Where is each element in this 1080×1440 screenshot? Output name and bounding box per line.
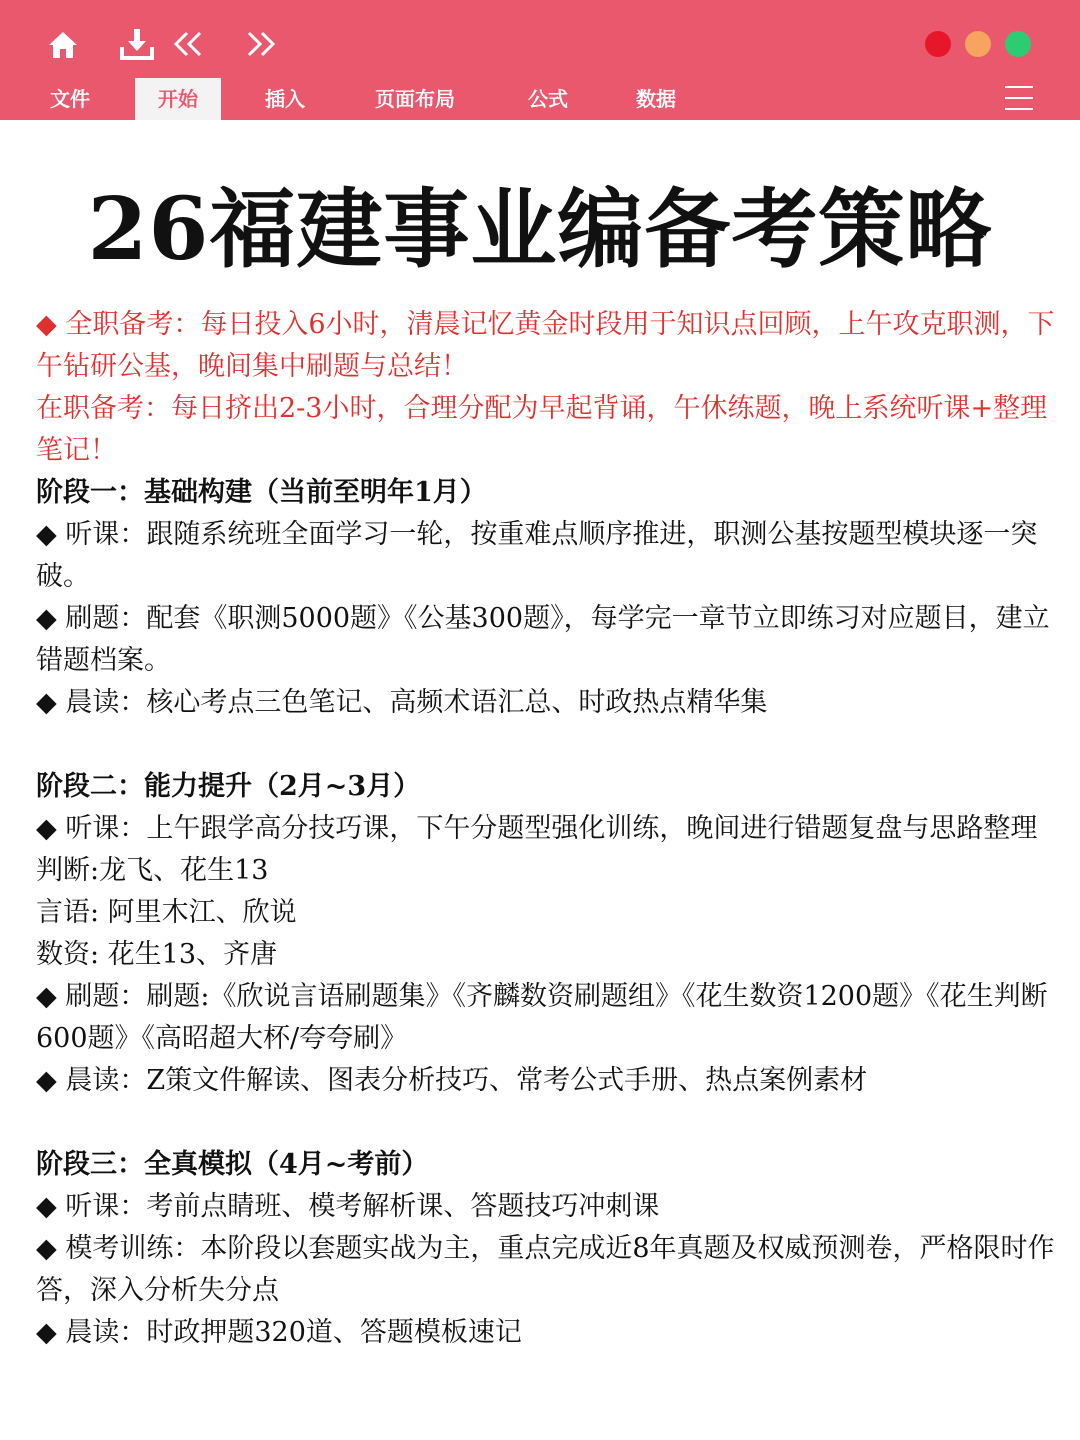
chevrons-left-icon[interactable] (170, 28, 206, 60)
maximize-dot[interactable] (1005, 31, 1031, 57)
stage2-item: ◆ 听课：上午跟学高分技巧课，下午分题型强化训练，晚间进行错题复盘与思路整理 (36, 813, 1038, 844)
stage2-heading: 阶段二：能力提升（2月~3月） (36, 771, 421, 802)
tab-insert[interactable]: 插入 (265, 87, 305, 111)
stage3-heading: 阶段三：全真模拟（4月~考前） (36, 1149, 429, 1180)
home-icon[interactable] (46, 28, 80, 62)
stage3-item: ◆ 模考训练：本阶段以套题实战为主，重点完成近8年真题及权威预测卷，严格限时作答，深入分析失分点 (36, 1233, 1055, 1306)
download-icon[interactable] (118, 26, 156, 62)
tab-file[interactable]: 文件 (50, 87, 90, 111)
intro-on-job: 在职备考：每日挤出2-3小时，合理分配为早起背诵，午休练题，晚上系统听课+整理笔记！ (36, 393, 1048, 466)
stage3-item: ◆ 晨读：时政押题320道、答题模板速记 (36, 1317, 522, 1348)
menu-icon[interactable] (1005, 86, 1033, 110)
stage1-item: ◆ 刷题：配套《职测5000题》《公基300题》，每学完一章节立即练习对应题目，建立错题档案。 (36, 603, 1050, 676)
document-body (36, 304, 1066, 1354)
page-title: 26福建事业编备考策略 (87, 179, 993, 280)
stage2-item: 言语: 阿里木江、欣说 (36, 897, 297, 928)
tab-data[interactable]: 数据 (636, 87, 676, 111)
stage2-item: 数资: 花生13、齐唐 (36, 939, 278, 970)
stage1-item: ◆ 晨读：核心考点三色笔记、高频术语汇总、时政热点精华集 (36, 687, 768, 718)
minimize-dot[interactable] (965, 31, 991, 57)
tab-formula[interactable]: 公式 (528, 87, 568, 111)
stage2-item: ◆ 晨读：Z策文件解读、图表分析技巧、常考公式手册、热点案例素材 (36, 1065, 868, 1096)
stage3-item: ◆ 听课：考前点睛班、模考解析课、答题技巧冲刺课 (36, 1191, 660, 1222)
stage2-item: ◆ 刷题：刷题:《欣说言语刷题集》《齐麟数资刷题组》《花生数资1200题》《花生判断600题》《高昭超大杯/夸夸刷》 (36, 981, 1048, 1054)
stage1-item: ◆ 听课：跟随系统班全面学习一轮，按重难点顺序推进，职测公基按题型模块逐一突破。 (36, 519, 1038, 592)
stage1-heading: 阶段一：基础构建（当前至明年1月） (36, 477, 487, 508)
tab-home[interactable]: 开始 (135, 78, 221, 120)
toolbar (0, 0, 1080, 120)
intro-full-time: ◆ 全职备考：每日投入6小时，清晨记忆黄金时段用于知识点回顾，上午攻克职测，下午钻研公基，晚间集中刷题与总结！ (36, 309, 1055, 382)
stage2-item: 判断:龙飞、花生13 (36, 855, 269, 886)
chevrons-right-icon[interactable] (243, 28, 279, 60)
close-dot[interactable] (925, 31, 951, 57)
tab-page-layout[interactable]: 页面布局 (375, 87, 455, 111)
